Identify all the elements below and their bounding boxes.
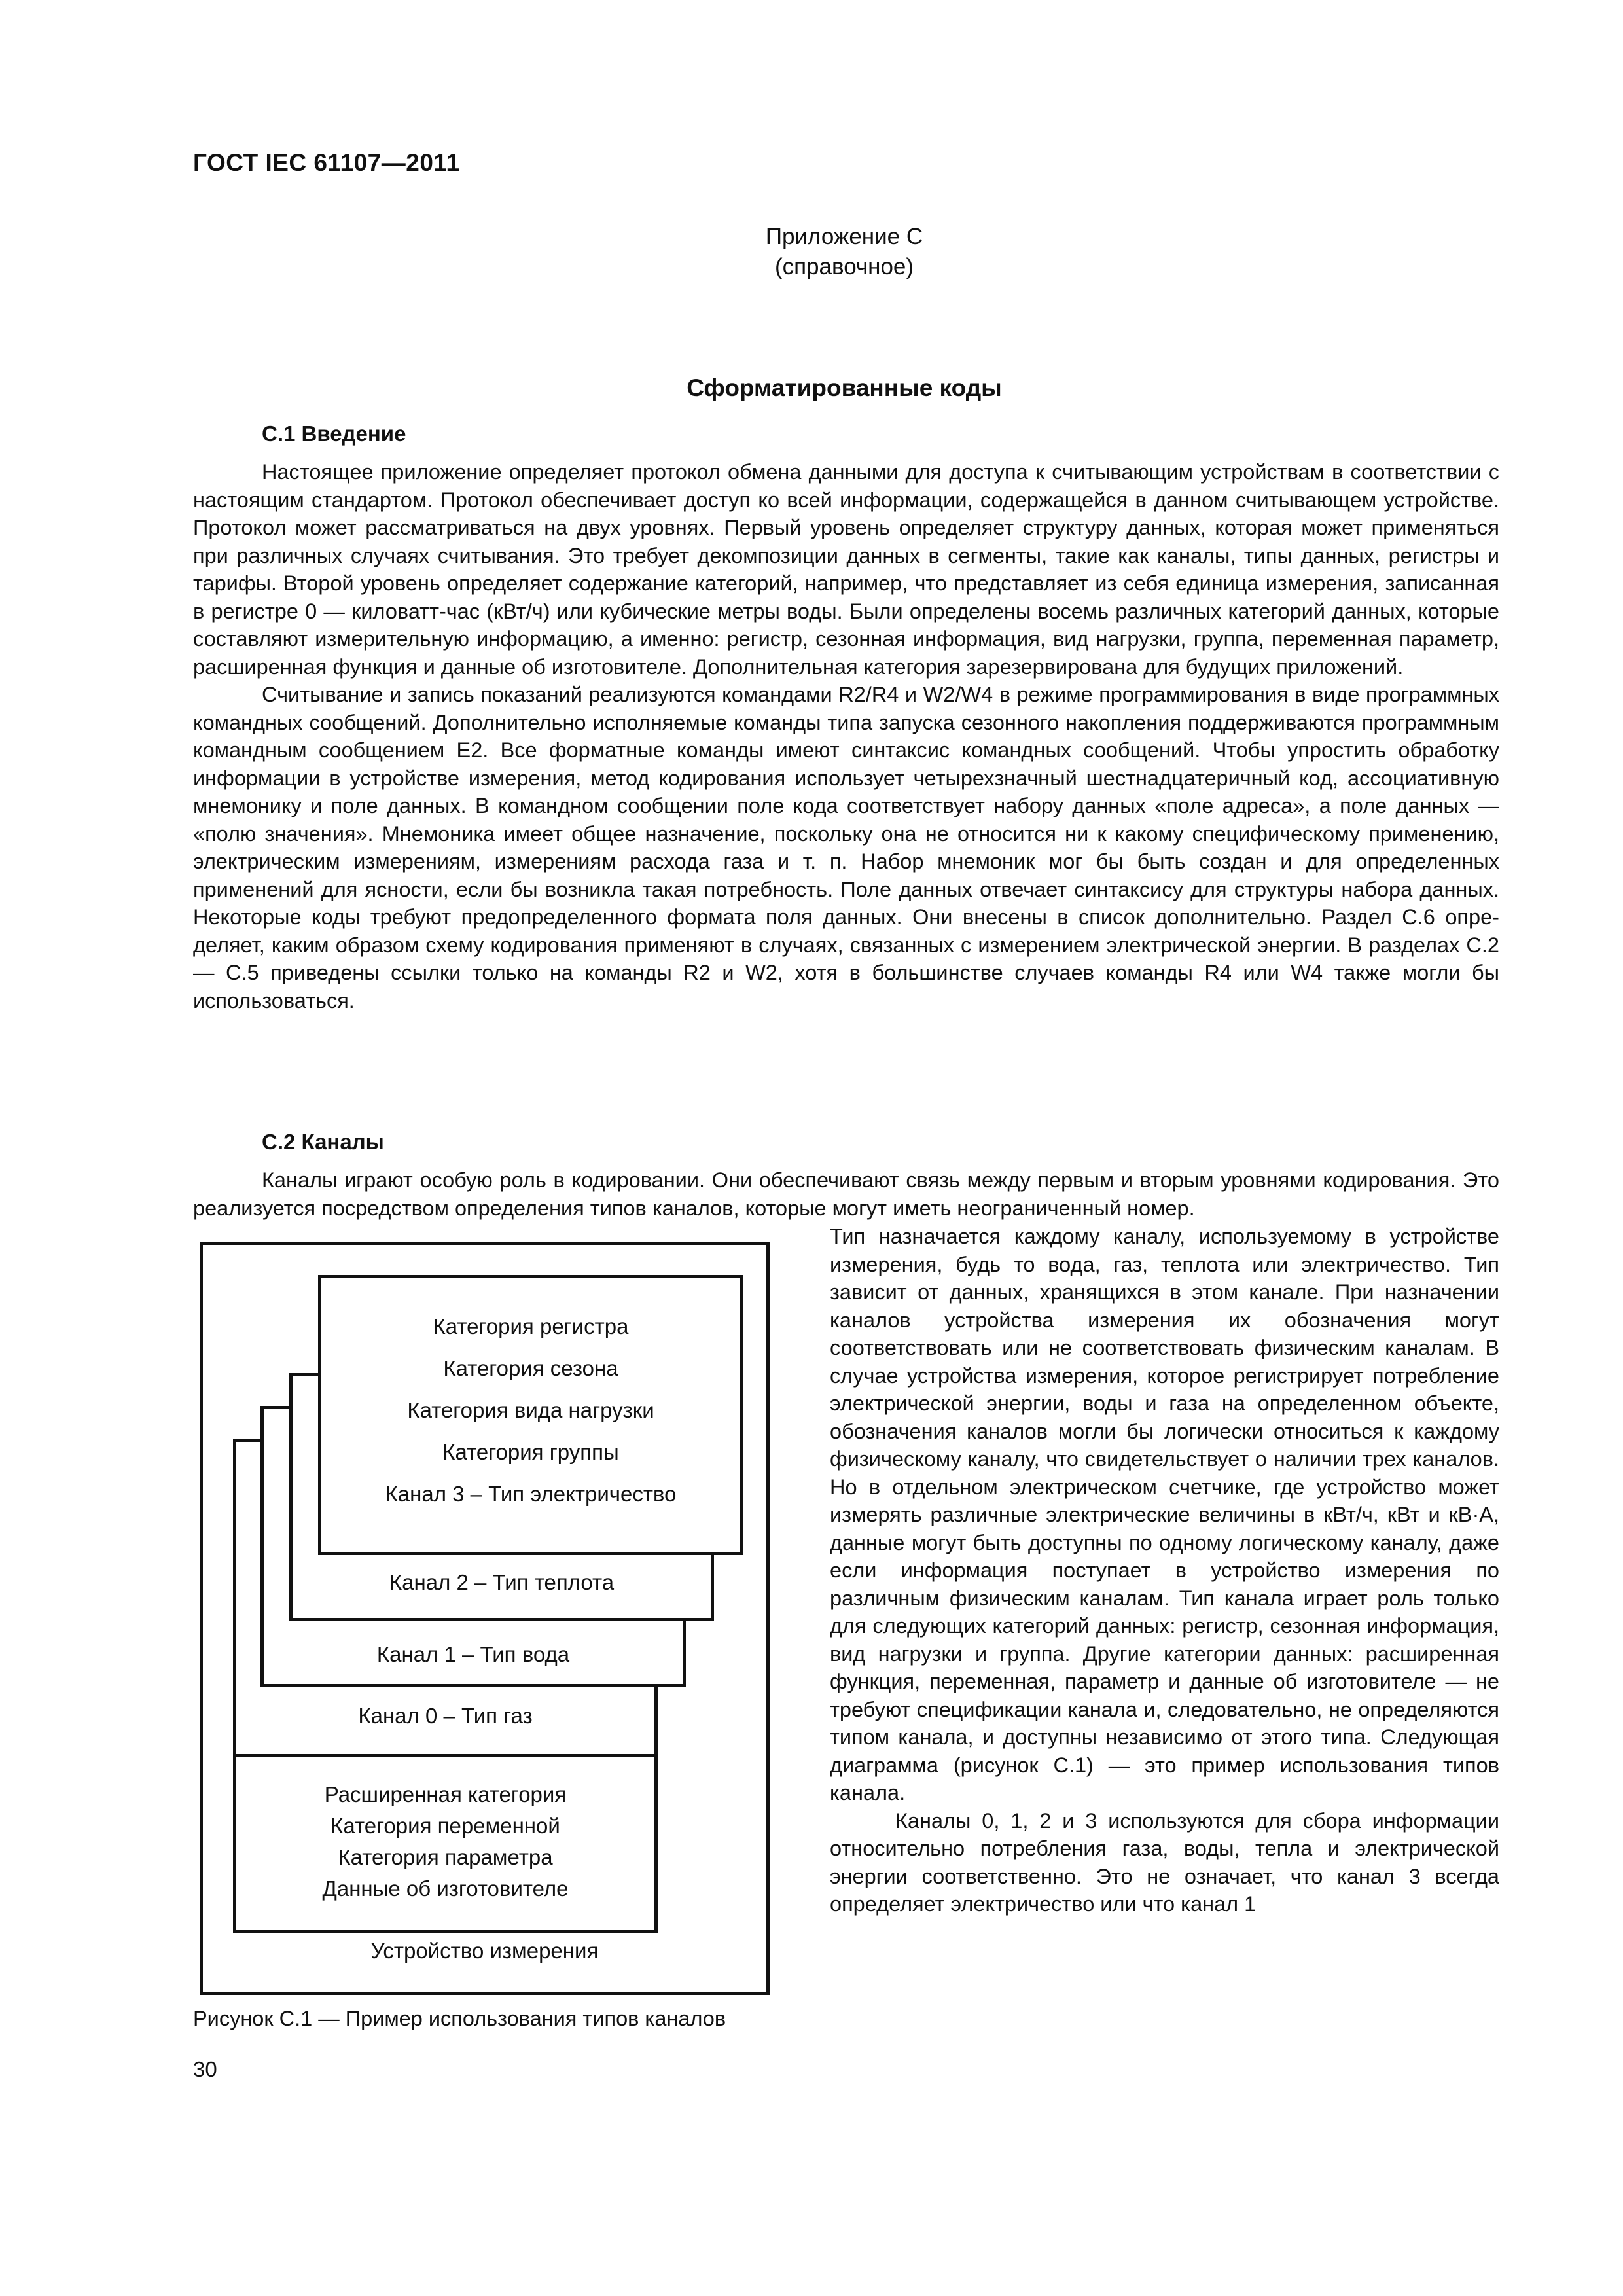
section-c1-heading: С.1 Введение (262, 422, 406, 446)
section-c1-body (193, 458, 1499, 1014)
channel3-label: Канал 3 – Тип электричество (385, 1482, 677, 1506)
category-item: Категория группы (442, 1440, 619, 1464)
page-number: 30 (193, 2057, 217, 2081)
channel0-label: Канал 0 – Тип газ (358, 1704, 533, 1728)
channel3-categories (321, 1306, 740, 1515)
channel1-label: Канал 1 – Тип вода (376, 1642, 570, 1666)
device-label: Устройство измерения (370, 1939, 599, 1963)
page-title: Сформатированные коды (687, 374, 1002, 401)
c2-column-paragraph: Тип назначается каждому каналу, используемому в устройстве измерения, будь то вода, газ, теплота или электричество. Тип зависит от данных, хранящихся в этом канале. При назначении каналов устройства измерения их обозначения могут соответствовать или не соответствовать физическим каналам. В случае устройства измерения, которое регистрирует потребление электрической энергии, воды и газа на определенном объекте, обозначения каналов могли бы логически относиться к каждому физическому каналу, что свидетельствует о наличии трех каналов. Но в отдельном электрическом счетчике, где устройство может измерять различные электрические величины в кВт/ч, кВт и кВ·А, данные могут быть доступны по одному логическому каналу, даже если информация поступает в устройство измерения по различным физическим каналам. Тип канала играет роль только для следующих категорий данных: регистр, сезонная информация, вид нагрузки и группа. Другие категории данных: расширенная функция, переменная, параметр и данные об изготовителе — не требуют спецификации канала и, следовательно, не определяются типом канала, и доступны независимо от этого типа. Следующая диаграмма (рисунок С.1) — это пример использования типов канала. (830, 1225, 1499, 1804)
channel3-box (318, 1275, 743, 1555)
section-c2-column (830, 1223, 1499, 1918)
category-item: Категория сезона (443, 1356, 618, 1380)
c2-intro-paragraph: Каналы играют особую роль в кодировании. Они обеспечивают связь между первым и вторым уровнями кодирования. Это реализуется посредством определения типов каналов, которые могут иметь неограниченный номер. (193, 1168, 1499, 1220)
c1-paragraph: Настоящее приложение определяет протокол обмена данными для доступа к считывающим устройствам в соответствии с настоящим стандартом. Протокол обеспечивает доступ ко всей информации, содержащейся в данном считывающем устройстве. Протокол может рассматриваться на двух уровнях. Первый уровень определяет структуру данных, которая может применяться при различных случаях считывания. Это требует декомпозиции данных в сегменты, такие как каналы, типы данных, регистры и тарифы. Второй уровень определяет содержание категорий, например, что представляет из себя единица измерения, записанная в регистре 0 — киловатт-час (кВт/ч) или кубические метры воды. Были определены восемь различных категорий данных, которые составляют измерительную информацию, а именно: регистр, сезонная информация, вид нагрузки, группа, переменная параметр, расширенная функция и данные об изготовителе. Дополнительная категория зарезервирована для будущих приложений. (193, 460, 1499, 679)
annex-type: (справочное) (774, 254, 914, 279)
c1-paragraph: Считывание и запись показаний реализуются командами R2/R4 и W2/W4 в режиме программирования в виде программных командных сообщений. Дополнительно исполняемые команды типа запуска сезонного накопления поддерживаются программным командным сообщением E2. Все форматные команды имеют синтаксис командных сообщений. Чтобы упростить обработку информации в устройстве измерения, метод кодирования использует четырехзначный шестнадцатеричный код, ассоциативную мнемонику и поле данных. В командном сообщении поле кода соответствует набору данных «поле адреса», а поле данных — «полю значения». Мнемоника имеет общее назначение, поскольку она не относится ни к какому специфическому применению, электрическим измерениям, измерениям расхода газа и т. п. Набор мнемоник мог бы быть создан и для определенных применений для ясности, если бы возникла такая потребность. Поле данных отвечает синтаксису для структуры набора данных. Некоторые коды требуют предопределенного формата поля данных. Они внесены в список дополнительно. Раздел С.6 определяет, каким образом схему кодирования применяют в случаях, связанных с измерением электрической энергии. В разделах С.2 — С.5 приведены ссылки только на команды R2 и W2, хотя в большинстве случаев команды R4 или W4 также могли бы использоваться. (193, 683, 1499, 1013)
c2-column-paragraph: Каналы 0, 1, 2 и 3 используются для сбора информации относительно потребления газа, воды, тепла и электрической энергии соответственно. Это не означает, что канал 3 всегда определяет электричество или что канал 1 (830, 1808, 1499, 1916)
figure-caption: Рисунок С.1 — Пример использования типов каналов (193, 2007, 726, 2030)
section-c2-intro (193, 1166, 1499, 1222)
annex-title: Приложение С (765, 224, 923, 249)
category-item: Категория регистра (433, 1314, 629, 1338)
channel2-label: Канал 2 – Тип теплота (389, 1570, 615, 1594)
category-item: Категория параметра (338, 1845, 553, 1869)
standard-code: ГОСТ IEC 61107—2011 (193, 149, 460, 176)
category-item: Категория переменной (330, 1814, 560, 1838)
section-c2-heading: С.2 Каналы (262, 1130, 384, 1154)
category-item: Категория вида нагрузки (407, 1398, 654, 1422)
category-item: Данные об изготовителе (322, 1876, 569, 1901)
category-item: Расширенная категория (324, 1782, 567, 1806)
channel0-divider (233, 1754, 658, 1757)
channel0-categories (233, 1779, 658, 1905)
